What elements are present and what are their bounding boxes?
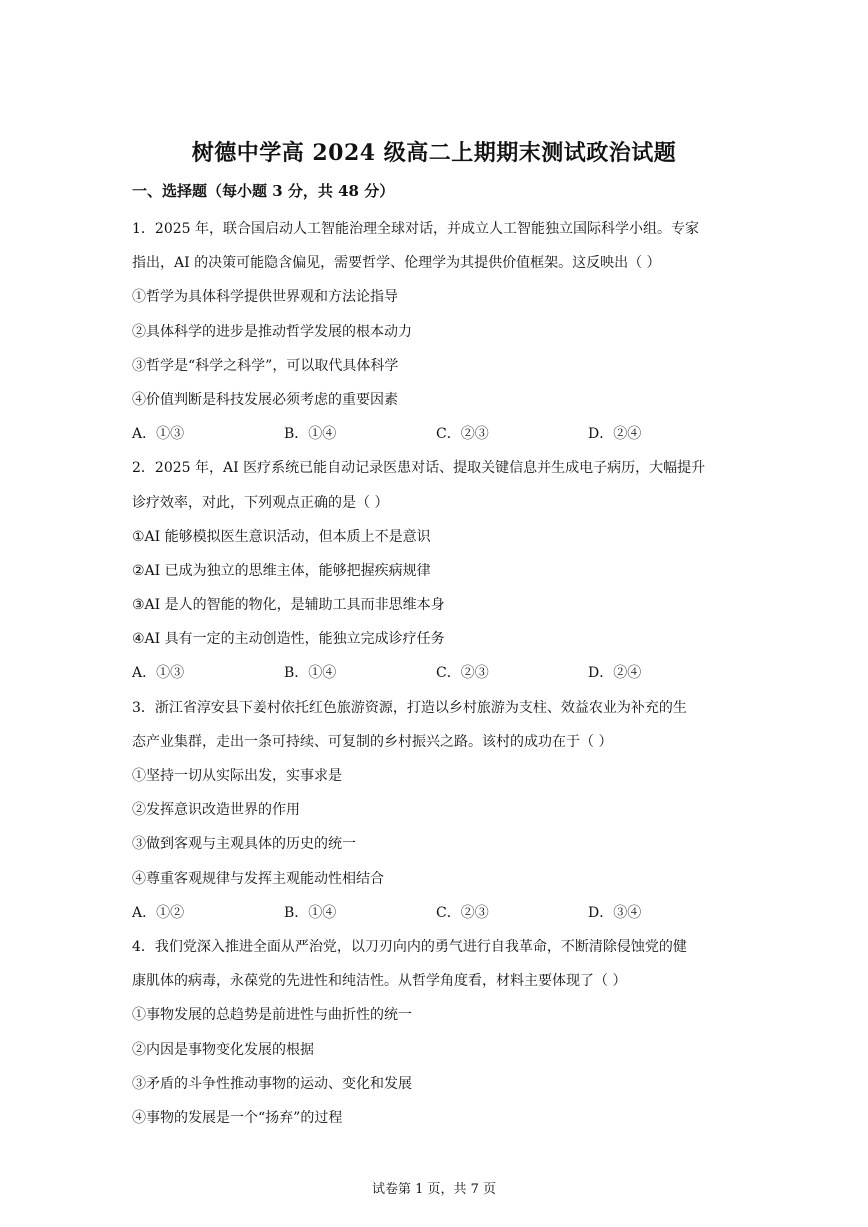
statement-item: ①事物发展的总趋势是前进性与曲折性的统一: [132, 1007, 412, 1024]
statement-item: ④尊重客观规律与发挥主观能动性相结合: [132, 870, 384, 887]
statement-item: ④AI 具有一定的主动创造性，能独立完成诊疗任务: [132, 631, 445, 648]
answer-options: [132, 417, 740, 451]
statement-item: ②发挥意识改造世界的作用: [132, 802, 300, 819]
statement-item: ②内因是事物变化发展的根据: [132, 1041, 314, 1058]
question-block: [132, 451, 740, 690]
statement-item: ②具体科学的进步是推动哲学发展的根本动力: [132, 323, 412, 340]
answer-options: [132, 896, 740, 930]
answer-option: C．②③: [436, 426, 489, 443]
question-stem-line: 康肌体的病毒，永葆党的先进性和纯洁性。从哲学角度看，材料主要体现了（ ）: [132, 973, 627, 990]
question-stem-line: 3．浙江省淳安县下姜村依托红色旅游资源，打造以乡村旅游为支柱、效益农业为补充的生: [132, 699, 687, 716]
statement-item: ①哲学为具体科学提供世界观和方法论指导: [132, 289, 398, 306]
statement-item: ③做到客观与主观具体的历史的统一: [132, 836, 356, 853]
answer-option: D．②④: [588, 426, 642, 443]
answer-option: D．②④: [588, 665, 642, 682]
answer-option: B．①④: [284, 904, 337, 921]
question-stem-line: 指出，AI 的决策可能隐含偏见，需要哲学、伦理学为其提供价值框架。这反映出（ ）: [132, 255, 661, 272]
statement-item: ③AI 是人的智能的物化，是辅助工具而非思维本身: [132, 597, 445, 614]
answer-option: A．①②: [132, 904, 185, 921]
statement-item: ③矛盾的斗争性推动事物的运动、变化和发展: [132, 1075, 412, 1092]
statement-item: ④事物的发展是一个“扬弃”的过程: [132, 1109, 343, 1126]
answer-option: C．②③: [436, 665, 489, 682]
question-stem-line: 态产业集群，走出一条可持续、可复制的乡村振兴之路。该村的成功在于（ ）: [132, 733, 613, 750]
answer-options: [132, 656, 740, 690]
answer-option: B．①④: [284, 665, 337, 682]
page-title: 树德中学高 2024 级高二上期期末测试政治试题: [191, 140, 677, 166]
statement-item: ①AI 能够模拟医生意识活动，但本质上不是意识: [132, 528, 431, 545]
answer-option: A．①③: [132, 665, 185, 682]
question-block: [132, 212, 740, 451]
statement-item: ②AI 已成为独立的思维主体，能够把握疾病规律: [132, 562, 431, 579]
statement-item: ①坚持一切从实际出发，实事求是: [132, 768, 342, 784]
page-footer: 试卷第 1 页，共 7 页: [371, 1182, 497, 1197]
answer-option: C．②③: [436, 904, 489, 921]
answer-option: D．③④: [588, 904, 642, 921]
question-stem-line: 诊疗效率，对此，下列观点正确的是（ ）: [132, 494, 389, 511]
question-stem-line: 4．我们党深入推进全面从严治党，以刀刃向内的勇气进行自我革命，不断清除侵蚀党的健: [132, 938, 687, 955]
section-heading: 一、选择题（每小题 3 分，共 48 分）: [132, 182, 395, 200]
answer-option: B．①④: [284, 426, 337, 443]
statement-item: ③哲学是“科学之科学”，可以取代具体科学: [132, 357, 399, 374]
question-block: [132, 930, 740, 1135]
question-list: [132, 212, 740, 1135]
question-stem-line: 1．2025 年，联合国启动人工智能治理全球对话，并成立人工智能独立国际科学小组。专家: [132, 221, 699, 237]
statement-item: ④价值判断是科技发展必须考虑的重要因素: [132, 391, 398, 408]
answer-option: A．①③: [132, 426, 185, 443]
question-stem-line: 2．2025 年，AI 医疗系统已能自动记录医患对话、提取关键信息并生成电子病历，大幅提升: [132, 460, 706, 477]
question-block: [132, 691, 740, 930]
